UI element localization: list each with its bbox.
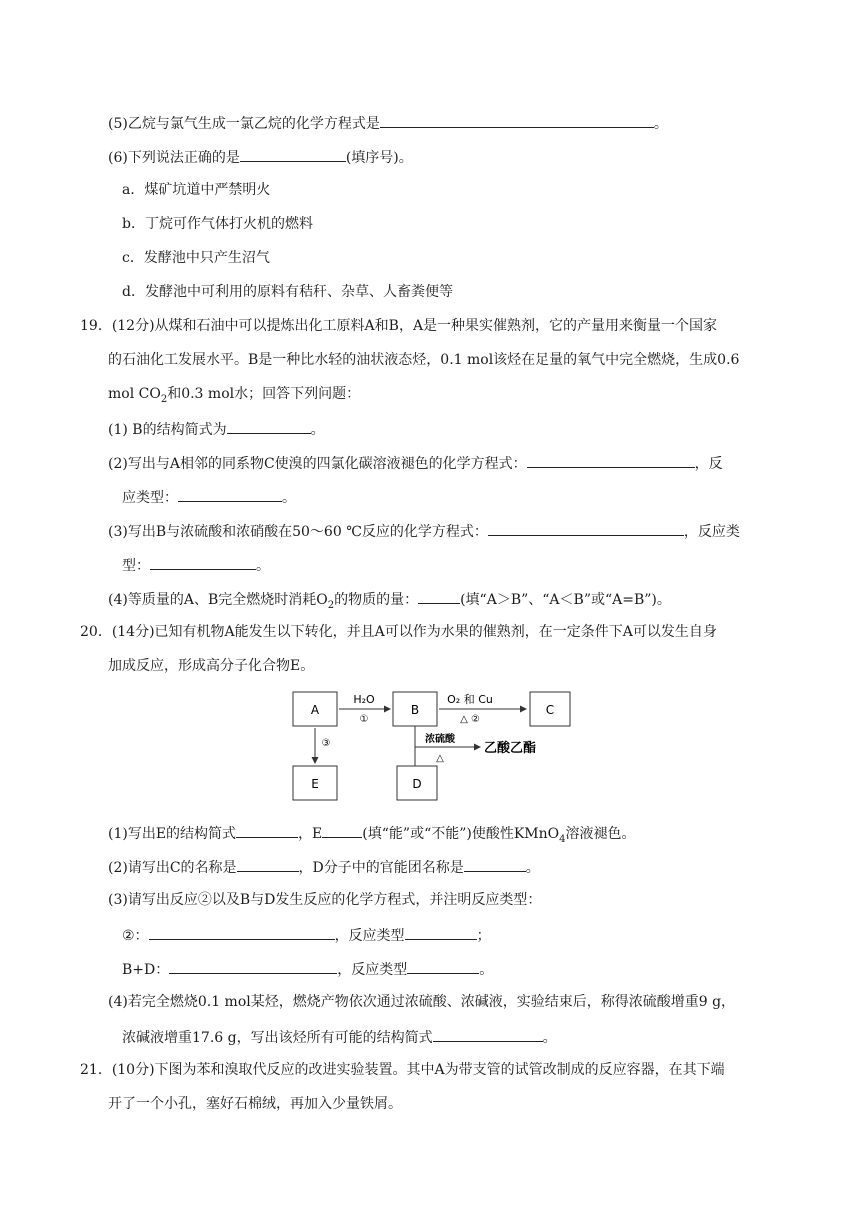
q20-part2: (2)请写出C的名称是 ，D分子中的官能团名称是 。 [108,856,540,878]
step3-label: ③ [321,738,331,749]
q21-stem-line2: 开了一个小孔，塞好石棉绒，再加入少量铁屑。 [108,1096,402,1112]
answer-blank[interactable] [227,418,311,434]
answer-blank[interactable] [240,146,346,162]
q18-option-c: c．发酵池中只产生沼气 [122,250,270,266]
reagent-o2-cu: O₂ 和 Cu [447,693,493,706]
q20-stem-line2: 加成反应，形成高分子化合物E。 [108,658,315,674]
q21-stem-line1: 21．(10分)下图为苯和溴取代反应的改进实验装置。其中A为带支管的试管改制成的反应容器，在其下端 [80,1062,725,1078]
heat-symbol: △ [436,753,444,764]
answer-blank[interactable] [178,486,282,502]
q19-part3: (3)写出B与浓硫酸和浓硝酸在50～60 ℃反应的化学方程式： ，反应类 [108,520,740,542]
q18-option-b: b．丁烷可作气体打火机的燃料 [122,216,313,232]
answer-blank[interactable] [150,554,256,570]
q19-part4: (4)等质量的A、B完全燃烧时消耗$O_2$的物质的量： (填“A＞B”、“A＜B”或“A=B”)。 [108,588,671,610]
answer-blank[interactable] [407,958,479,974]
compound-e-label: E [311,777,319,791]
compound-b-label: B [410,703,420,717]
q19-stem-line3: mol $CO_2$和0.3 mol水；回答下列问题： [108,386,361,405]
q20-part4-cont: 浓碱液增重17.6 g，写出该烃所有可能的结构简式 。 [122,1026,557,1048]
compound-d-label: D [412,777,422,791]
answer-blank[interactable] [488,520,684,536]
q20-part1: (1)写出E的结构简式 ，E (填“能”或“不能”)使酸性KMnO$_4$溶液褪色。 [108,822,636,844]
q19-part1: (1) B的结构简式为 。 [108,418,325,440]
q20-reaction2: ②： ，反应类型 ； [122,924,491,946]
answer-blank[interactable] [418,588,460,604]
q18-option-d: d．发酵池中可利用的原料有秸秆、杂草、人畜粪便等 [122,284,453,300]
answer-blank[interactable] [464,856,526,872]
answer-blank[interactable] [322,822,362,838]
answer-blank[interactable] [169,958,337,974]
q19-part2-cont: 应类型： 。 [122,486,296,508]
answer-blank[interactable] [527,452,695,468]
q20-reaction-bd: B+D： ，反应类型 。 [122,958,493,980]
compound-c-label: C [545,703,555,717]
q19-stem-line2: 的石油化工发展水平。B是一种比水轻的油状液态烃，0.1 mol该烃在足量的氧气中完全燃烧，生成0.6 [108,352,740,368]
answer-blank[interactable] [405,924,477,940]
q20-part3: (3)请写出反应②以及B与D发生反应的化学方程式，并注明反应类型： [108,892,542,908]
compound-a-label: A [310,703,320,717]
step2-label: △ ② [460,714,480,725]
q20-stem-line1: 20．(14分)已知有机物A能发生以下转化，并且A可以作为水果的催熟剂，在一定条件下A可以发生自身 [80,624,717,640]
answer-blank[interactable] [237,856,299,872]
answer-blank[interactable] [433,1026,543,1042]
product-ethyl-acetate: 乙酸乙酯 [484,741,537,756]
q18-part5: (5)乙烷与氯气生成一氯乙烷的化学方程式是 。 [108,112,668,134]
answer-blank[interactable] [380,112,654,128]
answer-blank[interactable] [149,924,335,940]
reagent-water: H₂O [353,693,375,706]
reagent-conc-sulfuric: 浓硫酸 [425,734,455,745]
q19-part3-cont: 型： 。 [122,554,270,576]
answer-blank[interactable] [236,822,298,838]
step1-label: ① [359,714,369,725]
q18-option-a: a．煤矿坑道中严禁明火 [122,182,271,198]
q19-stem-line1: 19．(12分)从煤和石油中可以提炼出化工原料A和B，A是一种果实催熟剂，它的产量用来衡量一个国家 [80,318,718,334]
q19-part2: (2)写出与A相邻的同系物C使溴的四氯化碳溶液褪色的化学方程式： ，反 [108,452,723,474]
q18-part6: (6)下列说法正确的是 (填序号)。 [108,146,413,168]
q20-part4: (4)若完全燃烧0.1 mol某烃，燃烧产物依次通过浓硫酸、浓碱液，实验结束后，称得浓硫酸增重9 g， [108,994,736,1010]
reaction-flow-diagram [290,686,580,804]
